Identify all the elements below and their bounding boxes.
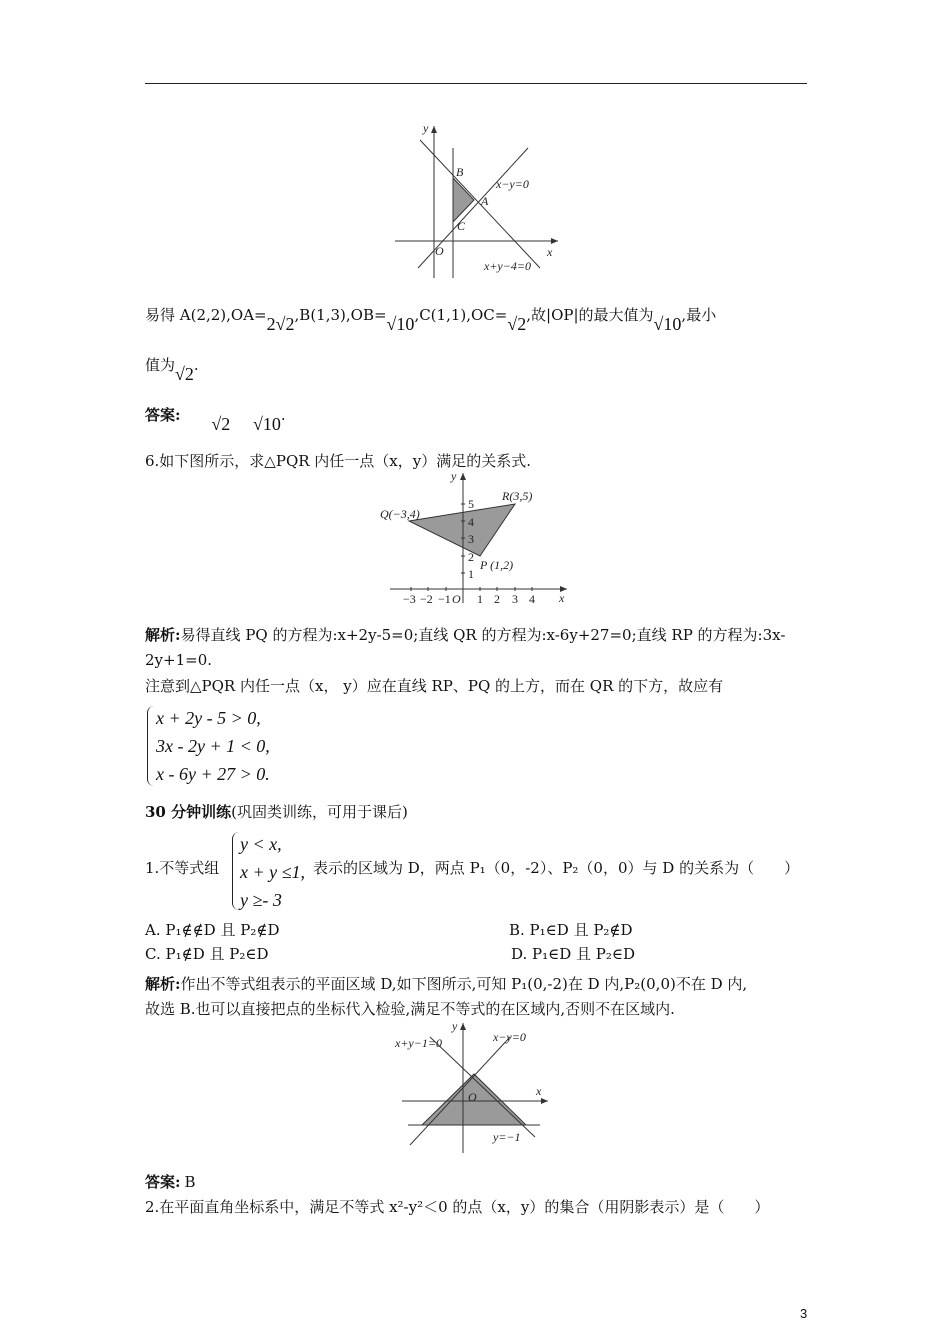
fig2-x-tick-1: 1 xyxy=(477,592,483,606)
header-rule xyxy=(145,83,807,84)
question-1-suffix: 表示的区域为 D，两点 P₁（0，-2）、P₂（0，0）与 D 的关系为（ ） xyxy=(313,859,800,877)
fig1-label-c: C xyxy=(457,219,466,233)
question-1-prefix: 1.不等式组 xyxy=(145,859,220,877)
section-heading: 30 分钟训练(巩固类训练，可用于课后) xyxy=(145,803,408,821)
fig2-label-x: x xyxy=(559,591,565,605)
fig2-x-tick-4: 4 xyxy=(529,592,535,606)
solution-1-line-2: 故选 B.也可以直接把点的坐标代入检验,满足不等式的在区域内,否则不在区域内. xyxy=(145,1000,675,1018)
system-q1-row-3: y ≥- 3 xyxy=(240,890,282,910)
system-q1-row-2: x + y ≤1, xyxy=(240,862,306,882)
option-d: D. P₁∈D 且 P₂∈D xyxy=(511,945,636,963)
fig2-x-tick-m2: −2 xyxy=(420,592,433,606)
answer-1: 答案: √2 √10. xyxy=(145,406,286,434)
fig1-label-b: B xyxy=(456,165,464,179)
figure-region-d xyxy=(390,1015,565,1157)
fig1-label-line2: x+y−4=0 xyxy=(484,259,531,273)
question-6: 6.如下图所示，求△PQR 内任一点（x，y）满足的关系式. xyxy=(145,452,532,470)
fig2-x-tick-m3: −3 xyxy=(403,592,416,606)
system-6-row-1: x + 2y - 5 > 0, xyxy=(156,708,261,728)
paragraph-1-cont: 值为√2. xyxy=(145,356,199,384)
fig1-label-a: A xyxy=(481,194,489,208)
fig3-label-x: x xyxy=(536,1084,542,1098)
fig2-x-tick-2: 2 xyxy=(494,592,500,606)
fig2-y-tick-5: 5 xyxy=(468,497,474,511)
system-6 xyxy=(156,704,270,788)
shaded-pqr xyxy=(409,504,515,556)
solution-1-line-1: 解析:作出不等式组表示的平面区域 D,如下图所示,可知 P₁(0,-2)在 D 内,P₂(0,0)不在 D 内, xyxy=(145,975,748,993)
system-6-row-2: 3x - 2y + 1 < 0, xyxy=(156,736,270,756)
fig1-label-y: y xyxy=(423,121,429,135)
figure-triangle-pqr xyxy=(375,468,575,608)
solution-6-line-1: 解析:易得直线 PQ 的方程为:x+2y-5=0;直线 QR 的方程为:x-6y+27=0;直线 RP 的方程为:3x- xyxy=(145,626,786,644)
option-c: C. P₁∉D 且 P₂∈D xyxy=(145,945,269,963)
fig2-x-tick-m1: −1 xyxy=(438,592,451,606)
fig2-label-q: Q(−3,4) xyxy=(380,507,420,521)
fig3-label-line1: x+y−1=0 xyxy=(395,1036,442,1050)
system-brace-q1 xyxy=(232,832,239,910)
fig2-label-o: O xyxy=(452,592,461,606)
fig1-label-line1: x−y=0 xyxy=(496,177,529,191)
fig2-label-p: P (1,2) xyxy=(480,558,514,572)
fig2-x-tick-3: 3 xyxy=(512,592,518,606)
system-q1 xyxy=(240,830,305,914)
option-b: B. P₁∈D 且 P₂∉D xyxy=(509,921,633,939)
figure-region-abc xyxy=(390,118,570,283)
line-x-minus-y xyxy=(410,1037,510,1145)
fig2-y-tick-3: 3 xyxy=(468,532,474,546)
page-number: 3 xyxy=(800,1306,808,1321)
answer-2: 答案: B xyxy=(145,1173,196,1191)
system-brace-6 xyxy=(147,706,154,786)
fig1-label-x: x xyxy=(547,245,553,259)
question-2: 2.在平面直角坐标系中，满足不等式 x²-y²＜0 的点（x，y）的集合（用阴影表示）是（ ） xyxy=(145,1198,770,1216)
fig2-label-y: y xyxy=(451,469,457,483)
solution-6-line-3: 注意到△PQR 内任一点（x， y）应在直线 RP、PQ 的上方，而在 QR 的下方，故应有 xyxy=(145,677,724,695)
system-q1-row-1: y < x, xyxy=(240,834,282,854)
paragraph-1: 易得 A(2,2),OA=2√2,B(1,3),OB=√10,C(1,1),OC=√2,故|OP|的最大值为√10,最小 xyxy=(145,306,717,334)
solution-6-line-2: 2y+1=0. xyxy=(145,651,213,669)
fig3-label-o: O xyxy=(468,1090,477,1104)
fig1-label-o: O xyxy=(435,244,444,258)
option-a: A. P₁∉∉D 且 P₂∉D xyxy=(145,921,280,939)
fig3-label-y: y xyxy=(452,1019,458,1033)
fig2-y-tick-4: 4 xyxy=(468,515,474,529)
shaded-triangle xyxy=(453,178,474,222)
fig3-label-line3: y=−1 xyxy=(493,1130,521,1144)
fig2-y-tick-2: 2 xyxy=(468,550,474,564)
fig2-label-r: R(3,5) xyxy=(502,489,533,503)
system-6-row-3: x - 6y + 27 > 0. xyxy=(156,764,270,784)
fig2-y-tick-1: 1 xyxy=(468,567,474,581)
fig3-label-line2: x−y=0 xyxy=(493,1030,526,1044)
